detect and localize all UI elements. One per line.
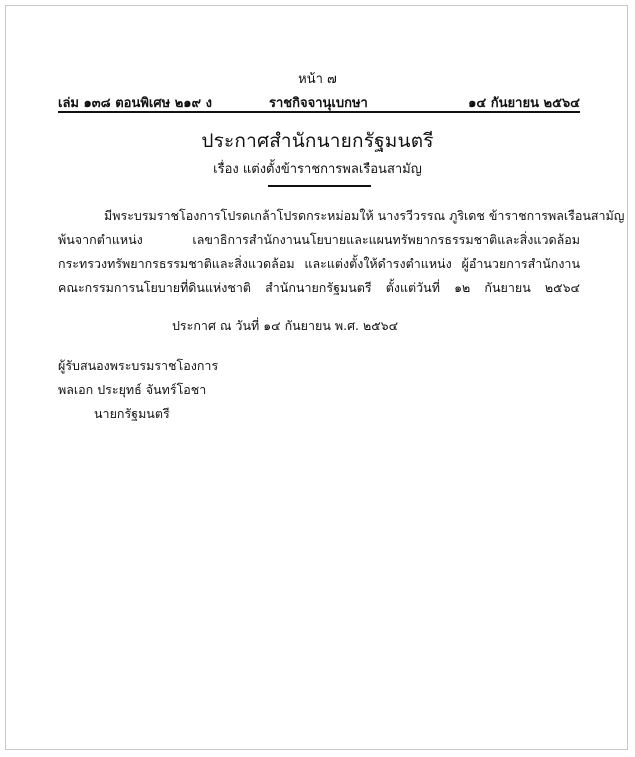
countersign-name: พลเอก ประยุทธ์ จันทร์โอชา bbox=[58, 382, 207, 397]
issue-info: เล่ม ๑๓๘ ตอนพิเศษ ๒๑๙ ง bbox=[58, 96, 212, 111]
gazette-name: ราชกิจจานุเบกษา bbox=[269, 96, 368, 111]
countersign-caption: ผู้รับสนองพระบรมราชโองการ bbox=[58, 358, 219, 373]
body-line-4: คณะกรรมการนโยบายที่ดินแห่งชาติ สำนักนายกรัฐมนตรี ตั้งแต่วันที่ ๑๒ กันยายน ๒๕๖๔ bbox=[58, 280, 580, 295]
countersign-position: นายกรัฐมนตรี bbox=[94, 406, 170, 421]
body-line-3: กระทรวงทรัพยากรธรรมชาติและสิ่งแวดล้อม และแต่งตั้งให้ดำรงตำแหน่ง ผู้อำนวยการสำนักงาน bbox=[58, 256, 580, 271]
body-line-2: พ้นจากตำแหน่ง เลขาธิการสำนักงานนโยบายและแผนทรัพยากรธรรมชาติและสิ่งแวดล้อม bbox=[58, 232, 580, 247]
page-number: หน้า ๗ bbox=[298, 72, 337, 87]
announcement-date: ประกาศ ณ วันที่ ๑๔ กันยายน พ.ศ. ๒๕๖๔ bbox=[172, 318, 399, 333]
announcement-title: ประกาศสำนักนายกรัฐมนตรี bbox=[201, 130, 434, 152]
announcement-subject: เรื่อง แต่งตั้งข้าราชการพลเรือนสามัญ bbox=[213, 162, 422, 177]
body-line-1: มีพระบรมราชโองการโปรดเกล้าโปรดกระหม่อมให้ นางรวีวรรณ ภูริเดช ข้าราชการพลเรือนสามัญ bbox=[104, 208, 625, 223]
title-divider bbox=[268, 185, 371, 187]
publication-date: ๑๔ กันยายน ๒๕๖๔ bbox=[468, 96, 580, 111]
header-divider bbox=[58, 111, 580, 113]
page-frame bbox=[5, 5, 628, 750]
